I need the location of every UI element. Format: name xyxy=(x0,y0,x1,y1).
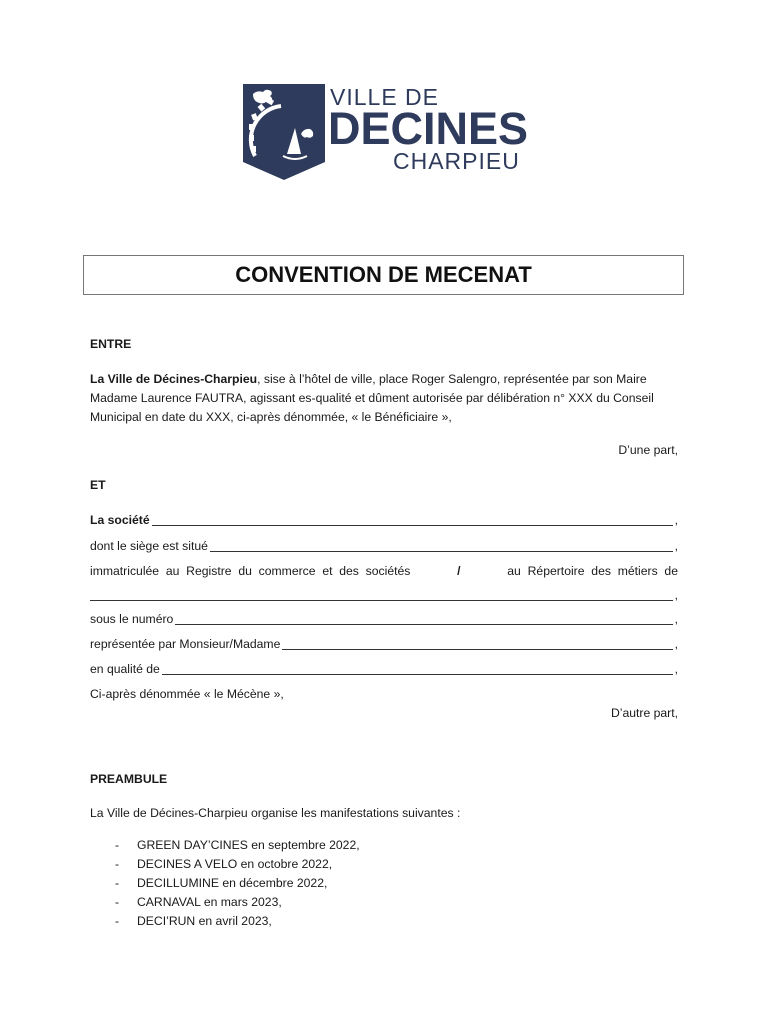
siege-blank-line[interactable] xyxy=(210,551,673,552)
societe-label: La société xyxy=(90,513,150,527)
mecene-line: Ci-après dénommée « le Mécène », xyxy=(90,687,284,701)
list-item: - DECILLUMINE en décembre 2022, xyxy=(115,876,328,890)
siege-label: dont le siège est situé xyxy=(90,539,208,553)
repertoire-label: au Répertoire des métiers de xyxy=(507,564,678,578)
immatriculee-label: immatriculée au Registre du commerce et des sociétés xyxy=(90,564,411,578)
document-title: CONVENTION DE MECENAT xyxy=(235,262,532,287)
qualite-field[interactable] xyxy=(90,660,678,679)
representee-blank-line[interactable] xyxy=(282,649,672,650)
metiers-blank-line[interactable] xyxy=(90,600,673,601)
list-item: - DECI’RUN en avril 2023, xyxy=(115,914,272,928)
logo-text-decines: DECINES xyxy=(328,103,529,154)
preambule-intro: La Ville de Décines-Charpieu organise les manifestations suivantes : xyxy=(90,806,461,820)
et-heading: ET xyxy=(90,478,106,492)
list-item: - CARNAVAL en mars 2023, xyxy=(115,895,282,909)
beneficiary-line-2: Madame Laurence FAUTRA, agissant es-qualité et dûment autorisée par délibération n° XXX du Conseil xyxy=(90,391,654,405)
line-end-comma: , xyxy=(674,662,678,676)
events-list xyxy=(90,836,360,931)
entre-heading: ENTRE xyxy=(90,337,132,351)
qualite-blank-line[interactable] xyxy=(162,674,673,675)
representee-field[interactable] xyxy=(90,635,678,654)
beneficiary-name: La Ville de Décines-Charpieu xyxy=(90,372,258,386)
siege-field[interactable] xyxy=(90,537,678,556)
societe-blank-line[interactable] xyxy=(152,525,673,526)
beneficiary-line-1-rest: , sise à l’hôtel de ville, place Roger Salengro, représentée par son Maire xyxy=(257,372,647,386)
logo-text-charpieu: CHARPIEU xyxy=(393,148,520,174)
list-item: - GREEN DAY’CINES en septembre 2022, xyxy=(115,838,360,852)
line-end-comma: , xyxy=(674,513,678,527)
numero-label: sous le numéro xyxy=(90,612,174,626)
numero-field[interactable] xyxy=(90,610,678,629)
preambule-heading: PREAMBULE xyxy=(90,772,168,786)
line-end-comma: , xyxy=(674,637,678,651)
representee-label: représentée par Monsieur/Madame xyxy=(90,637,281,651)
logo-text-ville-de: VILLE DE xyxy=(330,84,439,110)
city-logo xyxy=(243,84,543,184)
list-item: - DECINES A VELO en octobre 2022, xyxy=(115,857,333,871)
city-crest-icon xyxy=(243,84,325,180)
metiers-field[interactable] xyxy=(90,586,678,605)
line-end-comma: , xyxy=(674,539,678,553)
qualite-label: en qualité de xyxy=(90,662,160,676)
line-end-comma: , xyxy=(674,588,678,602)
beneficiary-line-1 xyxy=(90,370,647,389)
title-box xyxy=(83,255,684,295)
line-end-comma: , xyxy=(674,612,678,626)
immatriculee-line xyxy=(90,562,678,581)
slash-separator: / xyxy=(457,564,461,578)
numero-blank-line[interactable] xyxy=(175,624,672,625)
dautre-part: D’autre part, xyxy=(610,706,678,720)
dune-part: D’une part, xyxy=(618,443,678,457)
beneficiary-line-3: Municipal en date du XXX, ci-après dénommée, « le Bénéficiaire », xyxy=(90,410,452,424)
societe-field[interactable] xyxy=(90,511,678,530)
